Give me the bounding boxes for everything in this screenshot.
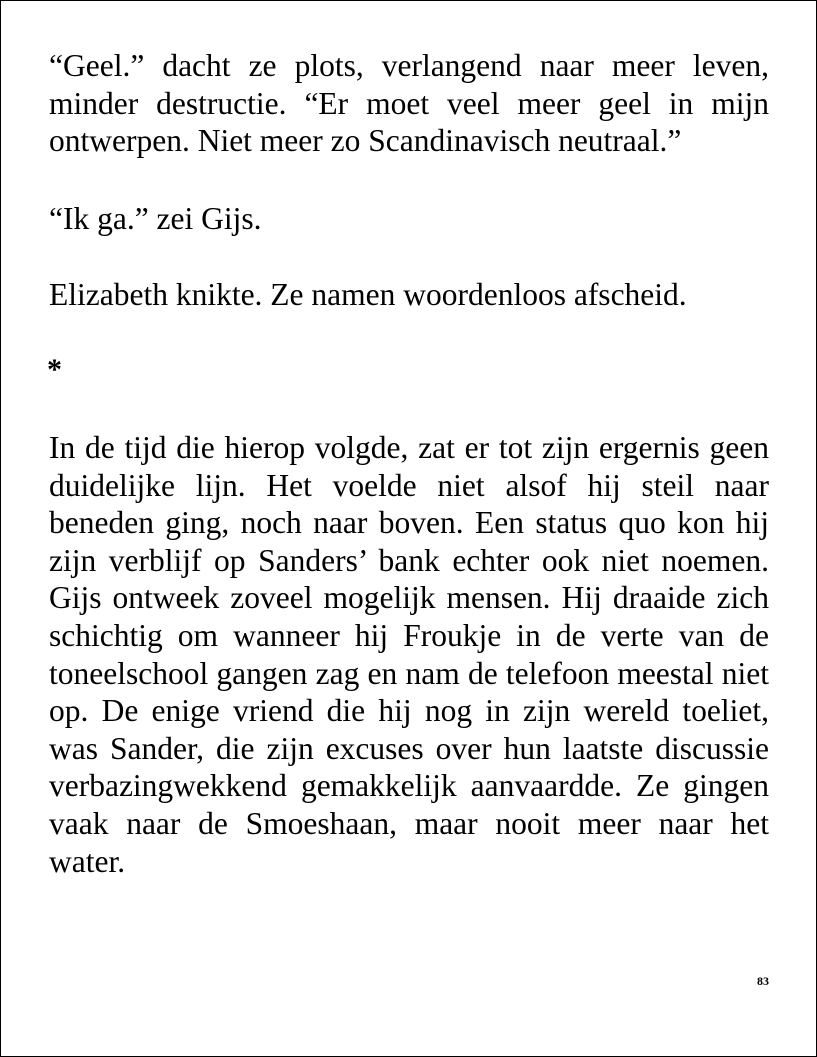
paragraph-geel: “Geel.” dacht ze plots, verlangend naar meer leven, minder destructie. “Er moet veel meer geel in mijn ontwerpen. Niet meer zo Scandinavisch neutraal.” bbox=[49, 48, 769, 159]
section-separator: * bbox=[47, 353, 62, 386]
page-number: 83 bbox=[757, 974, 769, 988]
paragraph-elizabeth: Elizabeth knikte. Ze namen woordenloos afscheid. bbox=[49, 277, 687, 312]
paragraph-in-de-tijd: In de tijd die hierop volgde, zat er tot zijn ergernis geen duidelijke lijn. Het voelde niet alsof hij steil naar beneden ging, noch naar boven. Een status quo kon hij zijn verblijf op Sanders’ bank echter ook niet noemen. Gijs ontweek zoveel mogelijk mensen. Hij draaide zich schichtig om wanneer hij Froukje in de verte van de toneelschool gangen zag en nam de telefoon meestal niet op. De enige vriend die hij nog in zijn wereld toeliet, was Sander, die zijn excuses over hun laatste discussie verbazingwekkend gemakkelijk aanvaardde. Ze gingen vaak naar de Smoeshaan, maar nooit meer naar het water. bbox=[49, 430, 769, 879]
paragraph-ik-ga: “Ik ga.” zei Gijs. bbox=[49, 201, 262, 236]
